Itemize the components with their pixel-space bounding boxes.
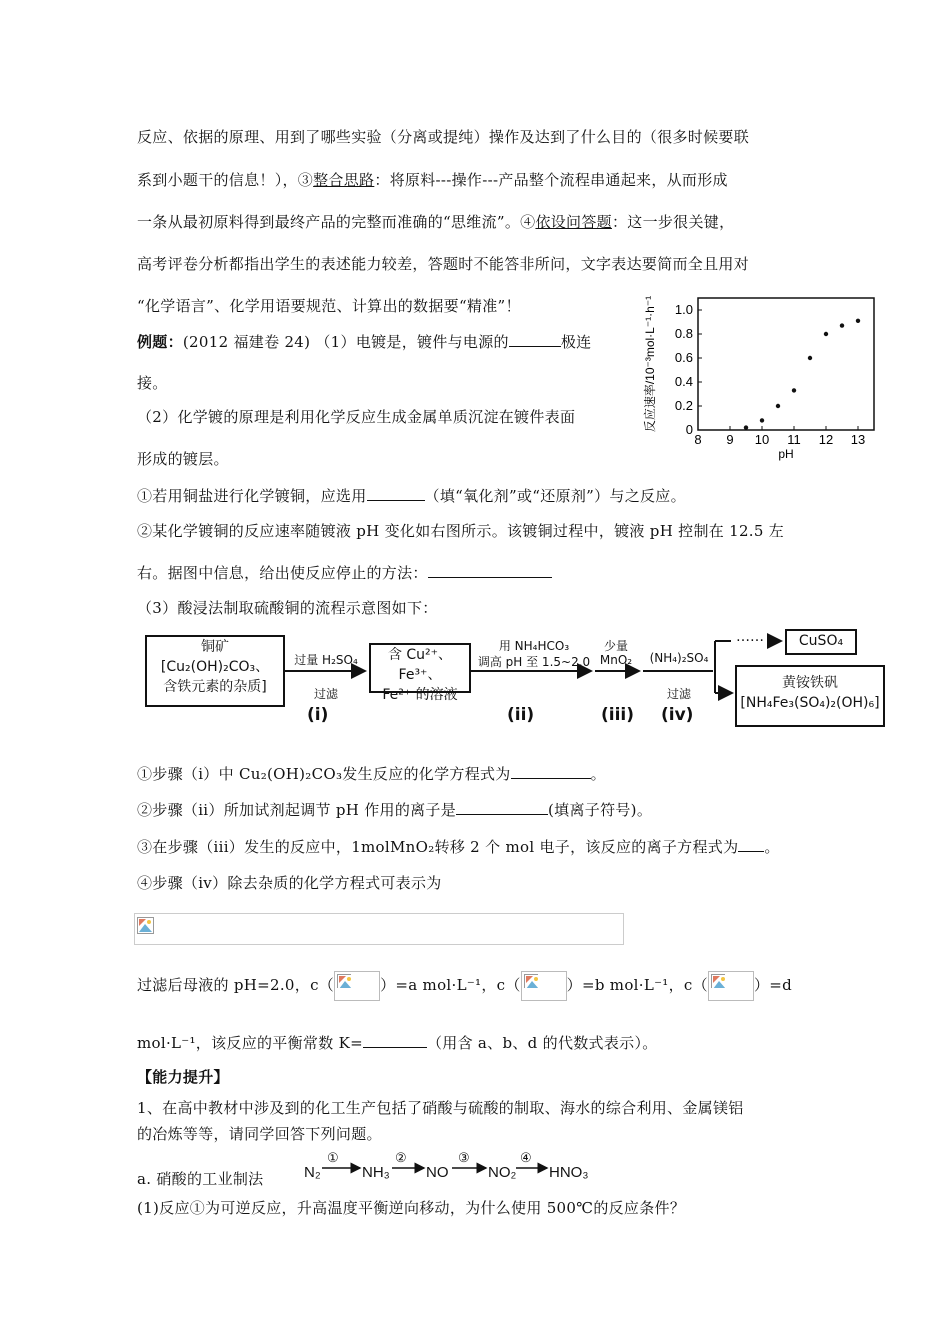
equation-image-placeholder bbox=[134, 913, 624, 945]
nitric-acid-scheme bbox=[300, 1150, 600, 1186]
y-axis-label: 反应速率/10⁻³mol·L⁻¹·h⁻¹ bbox=[643, 295, 657, 433]
x-axis-label: pH bbox=[778, 447, 794, 461]
data-point bbox=[856, 319, 860, 323]
data-point bbox=[840, 323, 844, 327]
example-q1 bbox=[137, 331, 591, 352]
y-tick-label: 1.0 bbox=[674, 302, 693, 317]
species-n2: N₂ bbox=[304, 1164, 321, 1181]
example-label: 例题： bbox=[137, 333, 183, 351]
data-point bbox=[760, 418, 764, 422]
ability-q1: (1)反应①为可逆反应，升高温度平衡逆向移动，为什么使用 500℃的反应条件？ bbox=[137, 1199, 686, 1217]
intro-line-2 bbox=[137, 169, 728, 190]
flow-dots: …… bbox=[736, 629, 764, 645]
flow-arrow4-label: (NH₄)₂SO₄ bbox=[649, 651, 709, 665]
step-circle-2: ② bbox=[395, 1150, 407, 1165]
data-point bbox=[792, 388, 796, 392]
broken-image-icon bbox=[137, 917, 155, 935]
q-text: ①若用铜盐进行化学镀铜，应选用 bbox=[137, 487, 367, 505]
q-text: 过滤后母液的 pH=2.0，c（ bbox=[137, 976, 335, 994]
example-q2-2b bbox=[137, 562, 552, 583]
answer-blank[interactable] bbox=[363, 1033, 427, 1048]
y-tick-label: 0.8 bbox=[674, 326, 693, 341]
answer-blank[interactable] bbox=[511, 764, 591, 779]
flow-box-ore-line: [Cu₂(OH)₂CO₃、 bbox=[160, 659, 270, 675]
q-text: 。 bbox=[590, 765, 606, 783]
rate-vs-ph-chart bbox=[636, 288, 886, 464]
example-q2-b: 形成的镀层。 bbox=[137, 450, 229, 468]
data-point bbox=[776, 404, 780, 408]
filtrate-line-2 bbox=[137, 1032, 658, 1053]
question-step-3 bbox=[137, 836, 780, 857]
answer-blank[interactable] bbox=[738, 837, 764, 852]
chart-frame bbox=[698, 298, 874, 430]
answer-blank[interactable] bbox=[509, 332, 561, 347]
species-no: NO bbox=[426, 1164, 449, 1181]
intro-underlined-term: 整合思路 bbox=[313, 171, 375, 189]
q-text: 。 bbox=[764, 838, 780, 856]
intro-text: 一条从最初原料得到最终产品的完整而准确的“思维流”。④ bbox=[137, 213, 536, 231]
q-text: (填离子符号)。 bbox=[548, 801, 653, 819]
intro-underlined-term: 依设问答题 bbox=[535, 213, 612, 231]
example-q3: （3）酸浸法制取硫酸铜的流程示意图如下： bbox=[137, 599, 438, 617]
example-q2-a: （2）化学镀的原理是利用化学反应生成金属单质沉淀在镀件表面 bbox=[137, 408, 576, 426]
flow-arrows bbox=[135, 625, 890, 735]
question-step-1 bbox=[137, 763, 606, 784]
intro-text: ：这一步很关键， bbox=[611, 213, 735, 231]
example-q1-text: (2012 福建卷 24) （1）电镀是，镀件与电源的 bbox=[182, 333, 509, 351]
data-point bbox=[744, 425, 748, 429]
q-text: ）=b mol·L⁻¹，c（ bbox=[566, 976, 708, 994]
species-nh3: NH₃ bbox=[362, 1164, 390, 1181]
chart-plot bbox=[642, 296, 874, 461]
y-tick-label: 0.6 bbox=[674, 350, 693, 365]
flow-diagram bbox=[135, 625, 890, 735]
step-circle-1: ① bbox=[327, 1150, 339, 1165]
flow-arrow1-label: 过量 H₂SO₄ bbox=[294, 653, 358, 667]
ion-image-placeholder bbox=[708, 971, 754, 1001]
data-point bbox=[808, 356, 812, 360]
nitric-acid-label: a. 硝酸的工业制法 bbox=[137, 1170, 264, 1188]
example-q2-1 bbox=[137, 485, 686, 506]
q-text: ①步骤（i）中 Cu₂(OH)₂CO₃发生反应的化学方程式为 bbox=[137, 765, 511, 783]
answer-blank[interactable] bbox=[367, 486, 425, 501]
scheme-arrows bbox=[300, 1150, 600, 1186]
flow-arrow1-label: 过滤 bbox=[313, 687, 338, 701]
x-tick-label: 13 bbox=[850, 432, 866, 447]
flow-box-jarosite-line: [NH₄Fe₃(SO₄)₂(OH)₆] bbox=[740, 695, 880, 711]
y-tick-label: 0.4 bbox=[674, 374, 693, 389]
flow-step-i: (i) bbox=[307, 705, 329, 725]
broken-image-icon bbox=[524, 974, 538, 988]
broken-image-icon bbox=[711, 974, 725, 988]
flow-box-cuso4-text: CuSO₄ bbox=[798, 633, 844, 649]
data-point bbox=[824, 332, 828, 336]
intro-line-3 bbox=[137, 211, 734, 232]
ion-image-placeholder bbox=[521, 971, 567, 1001]
flow-box-solution-line: 含 Cu²⁺、Fe³⁺、 bbox=[387, 647, 453, 683]
flow-arrow3-label: 少量 bbox=[603, 639, 628, 653]
question-step-4: ④步骤（iv）除去杂质的化学方程式可表示为 bbox=[137, 874, 442, 892]
q-text: 右。据图中信息，给出使反应停止的方法： bbox=[137, 564, 428, 582]
intro-line-1: 反应、依据的原理、用到了哪些实验（分离或提纯）操作及达到了什么目的（很多时候要联 bbox=[137, 128, 750, 146]
intro-line-5: “化学语言”、化学用语要规范、计算出的数据要“精准”！ bbox=[137, 297, 521, 315]
x-tick-label: 11 bbox=[787, 432, 801, 447]
example-q1-text: 极连 bbox=[560, 333, 592, 351]
flow-step-iv: (iv) bbox=[661, 705, 694, 725]
example-q1-cont: 接。 bbox=[137, 374, 168, 392]
broken-image-icon bbox=[337, 974, 351, 988]
flow-step-iii: (iii) bbox=[601, 705, 635, 725]
flow-box-jarosite-line: 黄铵铁矾 bbox=[782, 675, 838, 691]
q-text: ②步骤（ii）所加试剂起调节 pH 作用的离子是 bbox=[137, 801, 457, 819]
y-tick-label: 0.2 bbox=[674, 398, 693, 413]
q-text: ③在步骤（iii）发生的反应中，1molMnO₂转移 2 个 mol 电子，该反应的离子方程式为 bbox=[137, 838, 739, 856]
x-tick-label: 9 bbox=[726, 432, 734, 447]
flow-step-ii: (ii) bbox=[507, 705, 535, 725]
q-text: （填“氧化剂”或“还原剂”）与之反应。 bbox=[424, 487, 686, 505]
answer-blank[interactable] bbox=[456, 800, 548, 815]
step-circle-3: ③ bbox=[458, 1150, 470, 1165]
intro-text: ：将原料---操作---产品整个流程串通起来，从而形成 bbox=[374, 171, 728, 189]
flow-arrow2-label: 用 NH₄HCO₃ bbox=[498, 639, 570, 653]
q-text: （用含 a、b、d 的代数式表示）。 bbox=[426, 1034, 658, 1052]
step-circle-4: ④ bbox=[520, 1150, 532, 1165]
intro-line-4: 高考评卷分析都指出学生的表述能力较差，答题时不能答非所问，文字表达要简而全且用对 bbox=[137, 255, 750, 273]
y-tick-label: 0 bbox=[685, 422, 693, 437]
q-text: mol·L⁻¹，该反应的平衡常数 K= bbox=[137, 1034, 363, 1052]
answer-blank[interactable] bbox=[428, 563, 552, 578]
q-text: ）=d bbox=[753, 976, 793, 994]
flow-arrow2-label: 调高 pH 至 1.5~2.0 bbox=[477, 655, 591, 669]
x-tick-label: 8 bbox=[694, 432, 702, 447]
question-step-2 bbox=[137, 799, 652, 820]
x-tick-label: 12 bbox=[818, 432, 834, 447]
flow-box-ore-line: 含铁元素的杂质] bbox=[163, 679, 267, 695]
example-q2-2a: ②某化学镀铜的反应速率随镀液 pH 变化如右图所示。该镀铜过程中，镀液 pH 控制在 12.5 左 bbox=[137, 522, 785, 540]
species-hno3: HNO₃ bbox=[549, 1164, 589, 1181]
filtrate-line-1 bbox=[137, 971, 792, 1001]
ability-p2: 的冶炼等等，请同学回答下列问题。 bbox=[137, 1125, 382, 1143]
species-no2: NO₂ bbox=[488, 1164, 517, 1181]
ability-p1: 1、在高中教材中涉及到的化工生产包括了硝酸与硫酸的制取、海水的综合利用、金属镁铝 bbox=[137, 1099, 744, 1117]
intro-text: 系到小题干的信息！），③ bbox=[137, 171, 314, 189]
x-tick-label: 10 bbox=[754, 432, 770, 447]
ability-title: 【能力提升】 bbox=[137, 1068, 229, 1086]
flow-arrow4-label: 过滤 bbox=[666, 687, 691, 701]
flow-arrow3-label: MnO₂ bbox=[599, 653, 633, 667]
q-text: ）=a mol·L⁻¹，c（ bbox=[380, 976, 521, 994]
flow-box-solution-line: Fe²⁺ 的溶液 bbox=[382, 687, 458, 703]
ion-image-placeholder bbox=[334, 971, 380, 1001]
flow-box-ore-line: 铜矿 bbox=[201, 639, 229, 655]
